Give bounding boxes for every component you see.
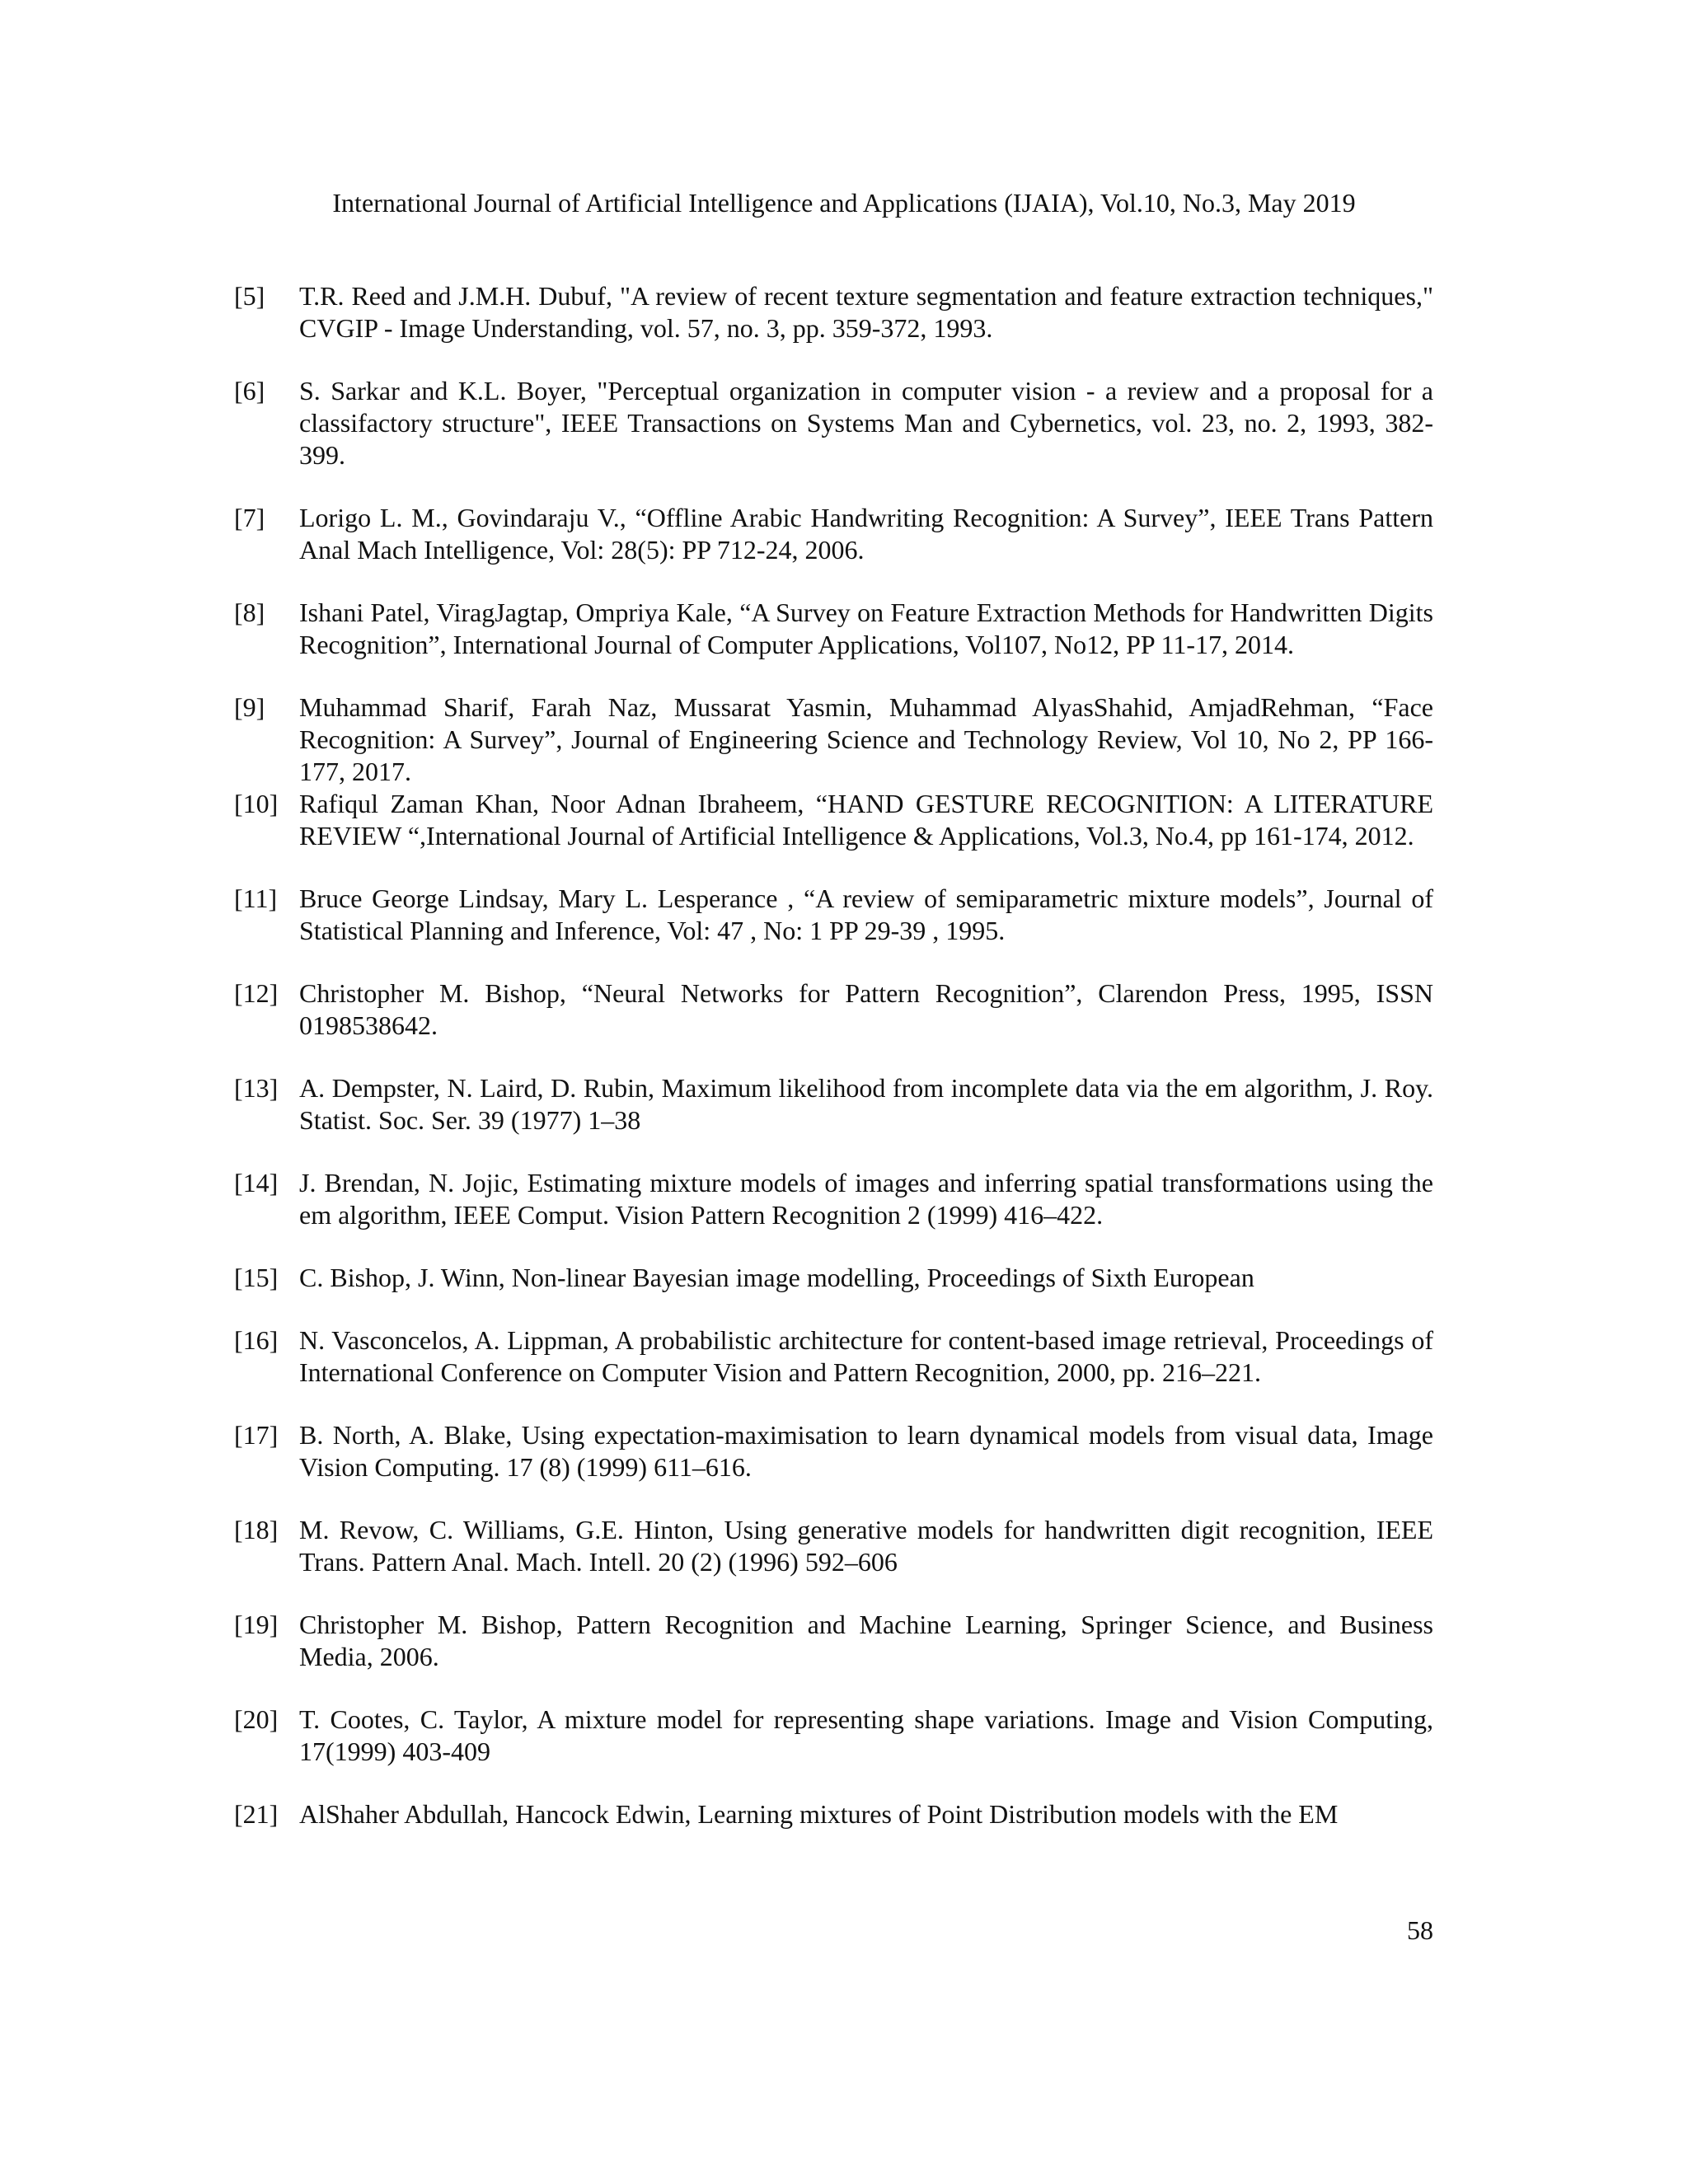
reference-number: [5] <box>234 281 265 311</box>
reference-number: [18] <box>234 1515 279 1544</box>
reference-text: S. Sarkar and K.L. Boyer, "Perceptual organization in computer vision - a review and a proposal for a classifactory structure", IEEE Transactions on Systems Man and Cybernetics, vol. 23, no. 2, 1993, 382-399. <box>299 376 1433 470</box>
reference-item <box>234 1072 1433 1137</box>
reference-number: [7] <box>234 503 265 532</box>
reference-number: [17] <box>234 1420 279 1450</box>
reference-item <box>234 883 1433 947</box>
reference-text: C. Bishop, J. Winn, Non-linear Bayesian image modelling, Proceedings of Sixth European <box>299 1263 1254 1292</box>
reference-text: AlShaher Abdullah, Hancock Edwin, Learning mixtures of Point Distribution models with the EM <box>299 1799 1339 1829</box>
reference-list <box>234 280 1433 1830</box>
reference-item <box>234 1704 1433 1768</box>
reference-number: [12] <box>234 978 279 1008</box>
reference-number: [6] <box>234 376 265 405</box>
reference-item <box>234 280 1433 344</box>
reference-item <box>234 977 1433 1042</box>
reference-number: [10] <box>234 789 279 818</box>
reference-number: [15] <box>234 1263 279 1292</box>
reference-item <box>234 1167 1433 1231</box>
reference-number: [16] <box>234 1325 279 1355</box>
reference-number: [14] <box>234 1168 279 1197</box>
reference-number: [21] <box>234 1799 279 1829</box>
reference-number: [9] <box>234 692 265 722</box>
reference-item <box>234 1798 1433 1830</box>
reference-item <box>234 788 1433 852</box>
reference-text: Rafiqul Zaman Khan, Noor Adnan Ibraheem, “HAND GESTURE RECOGNITION: A LITERATURE REVIEW “,International Journal of Artificial Intelligence & Applications, Vol.3, No.4, pp 161-174, 2012. <box>299 789 1433 851</box>
reference-item <box>234 1609 1433 1673</box>
reference-text: Ishani Patel, ViragJagtap, Ompriya Kale, “A Survey on Feature Extraction Methods for Handwritten Digits Recognition”, International Journal of Computer Applications, Vol107, No12, PP 11-17, 2014. <box>299 598 1433 659</box>
reference-item <box>234 691 1433 788</box>
reference-item <box>234 375 1433 471</box>
reference-text: M. Revow, C. Williams, G.E. Hinton, Using generative models for handwritten digit recognition, IEEE Trans. Pattern Anal. Mach. Intell. 20 (2) (1996) 592–606 <box>299 1515 1433 1577</box>
reference-item <box>234 1514 1433 1578</box>
reference-item <box>234 502 1433 566</box>
reference-number: [20] <box>234 1704 279 1734</box>
reference-number: [13] <box>234 1073 279 1103</box>
reference-text: A. Dempster, N. Laird, D. Rubin, Maximum likelihood from incomplete data via the em algorithm, J. Roy. Statist. Soc. Ser. 39 (1977) 1–38 <box>299 1073 1433 1135</box>
reference-text: T.R. Reed and J.M.H. Dubuf, "A review of recent texture segmentation and feature extraction techniques," CVGIP - Image Understanding, vol. 57, no. 3, pp. 359-372, 1993. <box>299 281 1433 343</box>
reference-item <box>234 1262 1433 1294</box>
reference-text: Lorigo L. M., Govindaraju V., “Offline Arabic Handwriting Recognition: A Survey”, IEEE Trans Pattern Anal Mach Intelligence, Vol: 28(5): PP 712-24, 2006. <box>299 503 1433 565</box>
reference-number: [8] <box>234 598 265 627</box>
reference-text: J. Brendan, N. Jojic, Estimating mixture models of images and inferring spatial transformations using the em algorithm, IEEE Comput. Vision Pattern Recognition 2 (1999) 416–422. <box>299 1168 1433 1230</box>
page-number: 58 <box>1407 1915 1433 1945</box>
reference-text: Christopher M. Bishop, Pattern Recognition and Machine Learning, Springer Science, and Business Media, 2006. <box>299 1610 1433 1671</box>
reference-text: Christopher M. Bishop, “Neural Networks for Pattern Recognition”, Clarendon Press, 1995, ISSN 0198538642. <box>299 978 1433 1040</box>
reference-text: Muhammad Sharif, Farah Naz, Mussarat Yasmin, Muhammad AlyasShahid, AmjadRehman, “Face Recognition: A Survey”, Journal of Engineering Science and Technology Review, Vol 10, No 2, PP 166-177, 2017. <box>299 692 1433 786</box>
reference-text: B. North, A. Blake, Using expectation-maximisation to learn dynamical models from visual data, Image Vision Computing. 17 (8) (1999) 611–616. <box>299 1420 1433 1482</box>
running-header: International Journal of Artificial Intelligence and Applications (IJAIA), Vol.10, No.3, May 2019 <box>332 188 1356 218</box>
reference-item <box>234 1324 1433 1389</box>
reference-number: [19] <box>234 1610 279 1639</box>
reference-text: T. Cootes, C. Taylor, A mixture model for representing shape variations. Image and Vision Computing, 17(1999) 403-409 <box>299 1704 1433 1766</box>
reference-text: Bruce George Lindsay, Mary L. Lesperance , “A review of semiparametric mixture models”, Journal of Statistical Planning and Inference, Vol: 47 , No: 1 PP 29-39 , 1995. <box>299 883 1433 945</box>
reference-item <box>234 1419 1433 1483</box>
reference-item <box>234 597 1433 661</box>
reference-number: [11] <box>234 883 278 913</box>
reference-text: N. Vasconcelos, A. Lippman, A probabilistic architecture for content-based image retrieval, Proceedings of International Conference on Computer Vision and Pattern Recognition, 2000, pp. 216–221. <box>299 1325 1433 1387</box>
